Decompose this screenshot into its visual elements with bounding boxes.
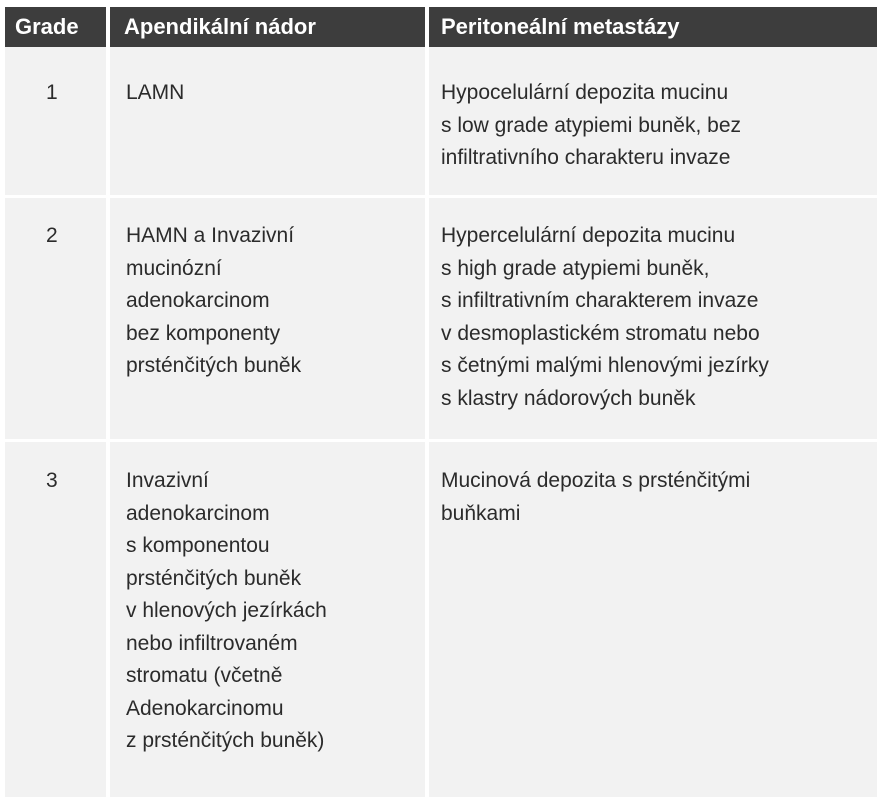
cell-line: Hypocelulární depozita mucinu	[441, 81, 729, 104]
grading-table	[5, 7, 877, 797]
row-2-metastases	[441, 220, 769, 415]
cell-line: v hlenových jezírkách	[126, 599, 327, 622]
cell-line: s low grade atypiemi buněk, bez	[441, 113, 741, 137]
cell-line: Mucinová depozita s prsténčitými	[441, 469, 751, 492]
header-grade: Grade	[15, 14, 79, 39]
cell-line: stromatu (včetně	[126, 664, 283, 687]
cell-line: mucinózní	[126, 256, 222, 280]
cell-line: s high grade atypiemi buněk,	[441, 256, 710, 280]
cell-line: prsténčitých buněk	[126, 354, 302, 377]
cell-line: s infiltrativním charakterem invaze	[441, 289, 759, 312]
cell-line: LAMN	[126, 81, 185, 104]
cell-line: infiltrativního charakteru invaze	[441, 146, 731, 169]
row-3-metastases	[441, 465, 750, 530]
cell-line: nebo infiltrovaném	[126, 631, 298, 655]
cell-line: prsténčitých buněk	[126, 566, 302, 590]
cell-line: bez komponenty	[126, 321, 281, 345]
row-1-metastases	[441, 77, 741, 175]
cell-line: Hypercelulární depozita mucinu	[441, 224, 736, 247]
column-divider	[425, 7, 429, 797]
cell-line: s četnými malými hlenovými jezírky	[441, 354, 769, 377]
row-2-tumor	[126, 220, 301, 383]
cell-line: Adenokarcinomu	[126, 696, 284, 720]
table-header	[5, 7, 877, 47]
row-1-grade: 1	[46, 81, 58, 104]
row-divider	[5, 439, 877, 442]
header-peritoneal-metastases: Peritoneální metastázy	[441, 14, 680, 39]
cell-line: HAMN a Invazivní	[126, 224, 295, 247]
header-appendiceal-tumor: Apendikální nádor	[124, 14, 316, 39]
row-3-grade: 3	[46, 469, 58, 492]
row-1-tumor	[126, 77, 184, 110]
cell-line: adenokarcinom	[126, 289, 270, 312]
cell-line: v desmoplastickém stromatu nebo	[441, 321, 760, 345]
cell-line: z prsténčitých buněk)	[126, 729, 325, 752]
column-divider	[106, 7, 110, 797]
row-3-tumor	[126, 465, 327, 758]
cell-line: s klastry nádorových buněk	[441, 386, 696, 410]
cell-line: s komponentou	[126, 534, 270, 557]
cell-line: Invazivní	[126, 469, 209, 492]
row-divider	[5, 195, 877, 198]
cell-line: buňkami	[441, 501, 521, 525]
row-2-grade: 2	[46, 224, 58, 247]
cell-line: adenokarcinom	[126, 501, 270, 525]
